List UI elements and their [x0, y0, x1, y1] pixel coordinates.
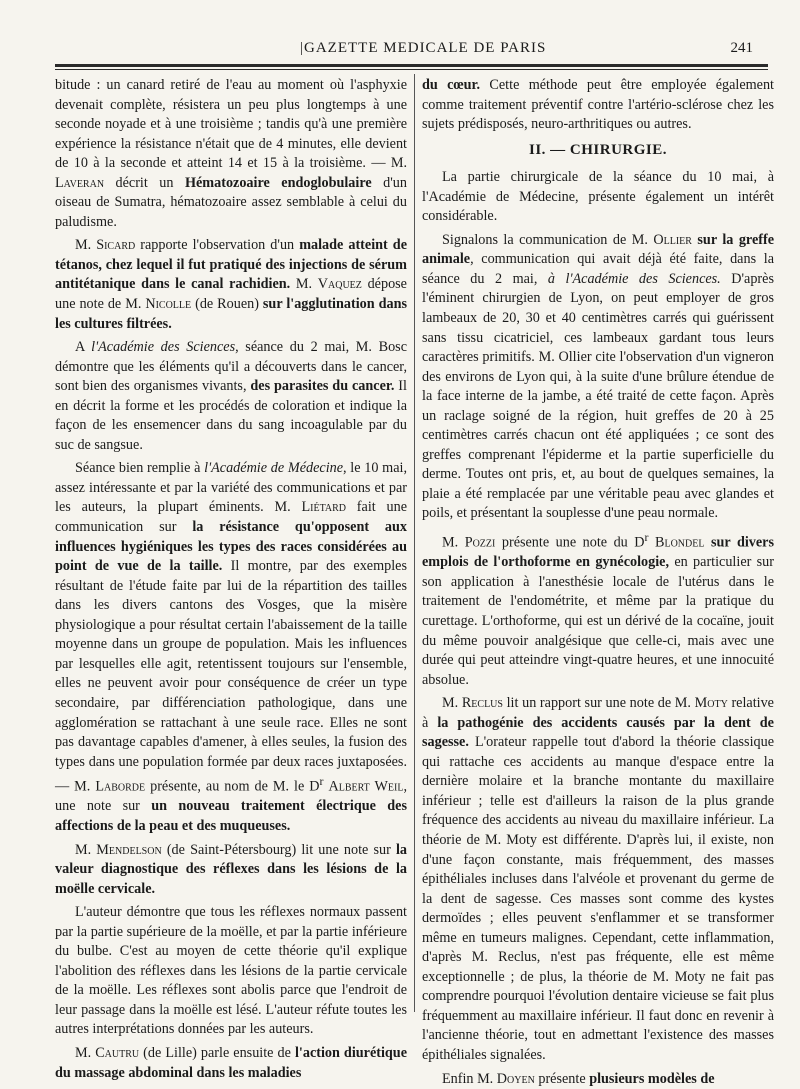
paragraph: Séance bien remplie à l'Académie de Médecine, le 10 mai, assez intéressante et par la variété des communications et par les auteurs, la plupart éminents. M. Liétard fait une communication sur la résistance qu'opposent aux influences hygiéniques les types des races considérées au point de vue de la taille. Il montre, par des exemples résultant de l'étude faite par lui de la répartition des tailles dans les divers cantons des Vosges, que la misère physiologique a pour résultat certain l'abaissement de la taille moyenne dans un groupe de population. Mais les influences par lesquelles elle agit, retentissent toujours sur l'ensemble, elles ne peuvent avoir pour conséquence de créer un type secondaire, par différenciation pathologique, dans une agglomération se rattachant à une seule race. Elles ne sont pas davantage capables d'amener, à elles seules, la fusion des types dans une population formée par deux races juxtaposées. — M. Laborde présente, au nom de M. le $D^r$ Albert Weil, une note sur un nouveau traitement électrique des affections de la peau et des muqueuses. [55, 460, 408, 834]
paragraph: M. Reclus lit un rapport sur une note de M. Moty relative à la pathogénie des accidents causés par la dent de sagesse. L'orateur rappelle tout d'abord la théorie classique qui rattache ces accidents au manque d'espace entre la dernière molaire et la branche montante du maxillaire inférieur ; telle est d'ailleurs la raison de la plus grande fréquence des accidents au niveau du maxillaire inférieur. La théorie de M. Moty est différente. D'après lui, il existe, non d'une façon constante, mais fréquemment, des masses épithéliales incluses dans l'alvéole et provenant du germe de la dent de sagesse. Ces masses sont comme des kystes dermoïdes ; elles peuvent s'enflammer et se transformer même en tumeurs malignes. Cependant, cette inflammation, d'après M. Reclus, n'est pas fréquente, elle est même exceptionnelle ; de plus, la théorie de M. Moty ne fait pas comprendre pourquoi l'évolution dentaire vicieuse se fait plus fréquemment au maxillaire inférieur. Il faut donc en revenir à l'ancienne théorie, tout en admettant l'existence des masses épithéliales signalées. [422, 695, 774, 1063]
author-name: Mendelson [96, 841, 162, 858]
paragraph: du cœur. Cette méthode peut être employée également comme traitement préventif contre l'artério-sclérose chez les sujets prédisposés, neuro-arthritiques ou autres. [422, 77, 774, 133]
author-name: Blondel [655, 534, 705, 551]
left-column [55, 76, 407, 1083]
bold-topic: l'action diurétique du massage abdominal dans les maladies [55, 1044, 407, 1081]
paragraph: A l'Académie des Sciences, séance du 2 mai, M. Bosc démontre que les éléments qu'il a découverts dans le cancer, sont bien des organismes vivants, des parasites du cancer. Il en décrit la forme et les procédés de coloration et indique la façon de les ensemencer dans du sang incoagulable par du suc de sangsue. [55, 339, 407, 453]
bold-topic: du cœur. [422, 77, 481, 93]
author-name: Ollier [653, 231, 692, 248]
bold-topic: sur divers emplois de l'orthoforme en gynécologie, [422, 534, 774, 571]
header-rule-thick [55, 64, 768, 67]
paragraph: L'auteur démontre que tous les réflexes normaux passent par la partie supérieure de la moëlle, et par la partie inférieure du bulbe. C'est au moyen de cette théorie qu'il explique l'abolition des réflexes dans les lésions de la partie cervicale de la moëlle. Les réflexes sont abolis parce que l'endroit de leur passage dans la moëlle est lésé. L'auteur réfute toutes les autres interprétations données par les auteurs. [55, 904, 407, 1038]
bold-topic: Hématozoaire endoglobulaire [184, 174, 372, 191]
author-name: Nicolle [145, 296, 192, 313]
institution-name: l'Académie des Sciences [91, 339, 236, 356]
bold-topic: des parasites du cancer. [250, 378, 395, 395]
bold-topic: sur la greffe animale [422, 231, 775, 268]
institution-name: à l'Académie des Sciences. [547, 270, 721, 287]
page-number: 241 [730, 40, 753, 56]
right-column [422, 76, 774, 1089]
paragraph: M. Pozzi présente une note du $D^r$ Blondel sur divers emplois de l'orthoforme en gynécologie, en particulier sur son application à l'anesthésie locale de l'utérus dans le traitement de l'endométrite, et même par la pratique du curettage. L'orthoforme, qui est un dérivé de la cocaïne, jouit du même pouvoir analgésique que celle-ci, mais avec une durée qui peut atteindre vingt-quatre heures, et une innocuité absolue. [422, 530, 774, 688]
author-name: Sicard [96, 237, 136, 254]
bold-topic: un nouveau traitement électrique des affections de la peau et des muqueuses. [55, 798, 407, 834]
author-name: Moty [694, 695, 728, 712]
author-name: Laveran [55, 174, 105, 191]
author-name: Albert Weil [328, 778, 404, 795]
author-name: Vaquez [317, 276, 362, 293]
paragraph: M. Sicard rapporte l'observation d'un malade atteint de tétanos, chez lequel il fut pratiqué des injections de sérum antitétanique dans le canal rachidien. M. Vaquez dépose une note de M. Nicolle (de Rouen) sur l'agglutination dans les cultures filtrées. [55, 237, 407, 332]
bold-topic: la pathogénie des accidents causés par la dent de sagesse. [422, 714, 774, 751]
running-title: |GAZETTE MEDICALE DE PARIS [300, 40, 547, 56]
column-divider [414, 74, 415, 1012]
author-name: Pozzi [464, 534, 496, 551]
bold-topic: plusieurs modèles de [589, 1070, 715, 1087]
paragraph: M. Cautru (de Lille) parle ensuite de l'action diurétique du massage abdominal dans les maladies [55, 1044, 407, 1081]
bold-topic: la valeur diagnostique des réflexes dans les lésions de la moëlle cervicale. [55, 841, 407, 897]
author-name: Liétard [301, 499, 346, 516]
author-name: Reclus [461, 695, 503, 712]
section-heading: II. — CHIRURGIE. [528, 141, 668, 158]
author-name: Laborde [95, 778, 146, 795]
paragraph: M. Mendelson (de Saint-Pétersbourg) lit une note sur la valeur diagnostique des réflexes dans les lésions de la moëlle cervicale. [55, 841, 407, 897]
bold-topic: la résistance qu'opposent aux influences hygiéniques les types des races considérées au point de vue de la taille. [55, 519, 407, 575]
paragraph: La partie chirurgicale de la séance du 10 mai, à l'Académie de Médecine, présente également un intérêt considérable. [422, 169, 774, 225]
institution-name: l'Académie de Médecine [204, 460, 344, 477]
bold-topic: malade atteint de tétanos, chez lequel il fut pratiqué des injections de sérum antitétanique dans le canal rachidien. [55, 237, 407, 293]
author-name: Cautru [95, 1044, 140, 1061]
bold-topic: sur l'agglutination dans les cultures filtrées. [55, 296, 407, 332]
page-header [55, 40, 755, 62]
header-rule-thin [55, 69, 768, 70]
author-name: Doyen [496, 1070, 535, 1087]
paragraph: Signalons la communication de M. Ollier sur la greffe animale, communication qui avait déjà été faite, dans la séance du 2 mai, à l'Académie des Sciences. D'après l'éminent chirurgien de Lyon, on peut employer de gros lambeaux de 20, 30 et 40 centimètres carrés qui guérissent sans tissu cicatriciel, ces lambeaux gardant tous leurs caractères primitifs. M. Ollier cite l'observation d'un vigneron des environs de Lyon qui, à la suite d'une brûlure étendue de la face interne de la jambe, a été traité de cette façon. Après un raclage soigné de la région, huit greffes de 20 à 25 centimètres carrés chacun ont été appliquées ; ce sont des greffes comprenant l'épiderme et la partie superficielle du derme. Toutes ont pris, et, au bout de quelques semaines, la plaie a été remplacée par une véritable peau avec glandes et poils, et présentant la souplesse d'une peau normale. [422, 231, 775, 522]
paragraph: Enfin M. Doyen présente plusieurs modèles de [442, 1070, 715, 1087]
paragraph: bitude : un canard retiré de l'eau au moment où l'asphyxie devenait complète, résistera un peu plus longtemps à une seconde noyade et à une troisième ; tandis qu'à une première expérience la résistance n'était que de 4 minutes, elle devient de 10 à la seconde et atteint 14 et 15 à la troisième. — M. Laveran décrit un Hématozoaire endoglobulaire d'un oiseau de Sumatra, hématozoaire assez semblable à celui du paludisme. [55, 77, 407, 230]
